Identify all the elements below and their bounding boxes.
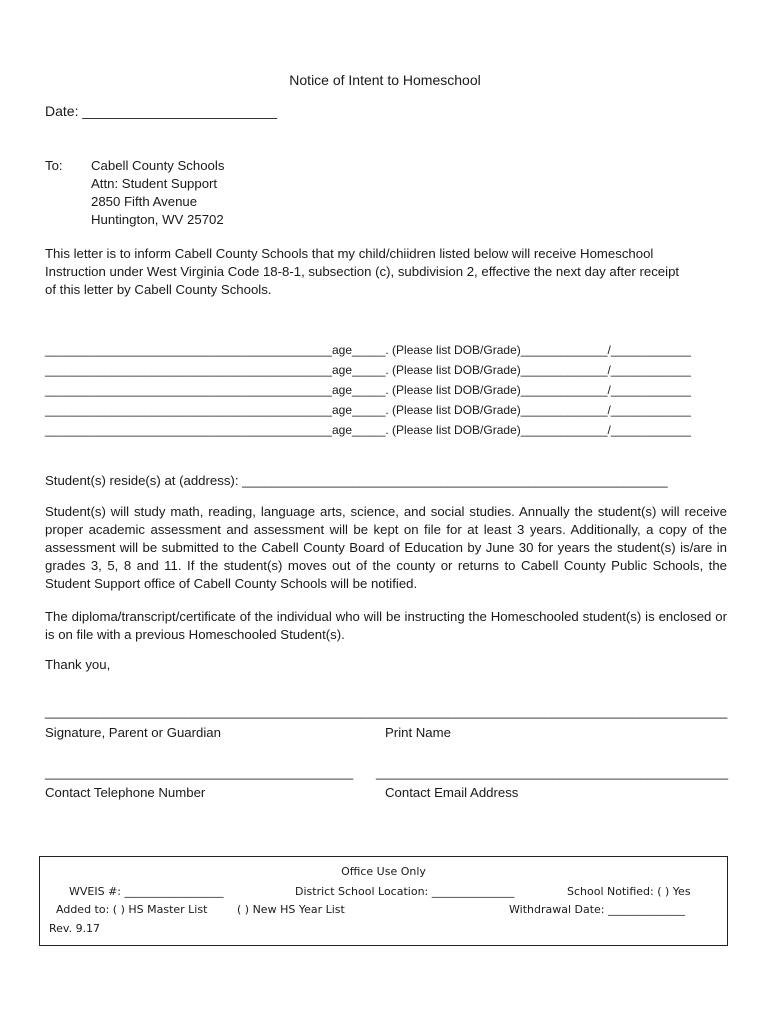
added-to-master-list[interactable]: Added to: ( ) HS Master List	[56, 903, 208, 916]
office-use-heading: Office Use Only	[341, 865, 426, 878]
to-label: To:	[45, 158, 63, 173]
email-line[interactable]: ________________________________________________	[376, 765, 729, 780]
district-location-field[interactable]: District School Location: _______________	[295, 885, 515, 898]
student-row-1[interactable]: ___________________________________________age_____. (Please list DOB/Grade)_____________/____________	[45, 343, 691, 357]
student-row-4[interactable]: ___________________________________________age_____. (Please list DOB/Grade)_____________/____________	[45, 403, 691, 417]
new-hs-year-list[interactable]: ( ) New HS Year List	[237, 903, 345, 916]
telephone-label: Contact Telephone Number	[45, 785, 206, 800]
school-notified-field[interactable]: School Notified: ( ) Yes	[567, 885, 691, 898]
diploma-paragraph: The diploma/transcript/certificate of the individual who will be instructing the Homeschooled student(s) is enclosed or is on file with a previous Homeschooled Student(s).	[45, 609, 727, 642]
address-line-2: Attn: Student Support	[91, 176, 218, 191]
telephone-line[interactable]: __________________________________________	[45, 765, 354, 780]
student-row-5[interactable]: ___________________________________________age_____. (Please list DOB/Grade)_____________/____________	[45, 423, 691, 437]
revision-label: Rev. 9.17	[49, 922, 101, 935]
signature-line[interactable]: ____________________________________________	[45, 704, 368, 719]
withdrawal-date-field[interactable]: Withdrawal Date: ______________	[509, 903, 686, 916]
email-label: Contact Email Address	[385, 785, 519, 800]
intro-line-2: Instruction under West Virginia Code 18-8-1, subsection (c), subdivision 2, effective the next day after receipt	[45, 264, 680, 279]
signature-label: Signature, Parent or Guardian	[45, 725, 221, 740]
thank-you: Thank you,	[45, 657, 111, 672]
intro-line-1: This letter is to inform Cabell County Schools that my child/chiidren listed below will receive Homeschool	[45, 246, 654, 261]
print-name-line[interactable]: _________________________________________________	[368, 704, 728, 719]
study-paragraph: Student(s) will study math, reading, language arts, science, and social studies. Annually the student(s) will receive proper academic assessment and assessment will be kept on file for at least 3 years. Additionally, a copy of the assessment will be submitted to the Cabell County Board of Education by June 30 for years the student(s) is/are in grades 3, 5, 8 and 11. If the student(s) moves out of the county or returns to Cabell County Public Schools, the Student Support office of Cabell County Schools will be notified.	[45, 504, 727, 591]
student-row-2[interactable]: ___________________________________________age_____. (Please list DOB/Grade)_____________/____________	[45, 363, 691, 377]
address-line-1: Cabell County Schools	[91, 158, 225, 173]
office-use-box	[39, 856, 728, 946]
page-title: Notice of Intent to Homeschool	[289, 72, 481, 88]
wveis-field[interactable]: WVEIS #: __________________	[69, 885, 224, 898]
print-name-label: Print Name	[385, 725, 451, 740]
date-field[interactable]: Date: _________________________	[45, 103, 278, 119]
address-line-4: Huntington, WV 25702	[91, 212, 224, 227]
intro-line-3: of this letter by Cabell County Schools.	[45, 282, 272, 297]
student-row-3[interactable]: ___________________________________________age_____. (Please list DOB/Grade)_____________/____________	[45, 383, 691, 397]
reside-address-field[interactable]: Student(s) reside(s) at (address): __________________________________________________________	[45, 473, 668, 488]
address-line-3: 2850 Fifth Avenue	[91, 194, 198, 209]
